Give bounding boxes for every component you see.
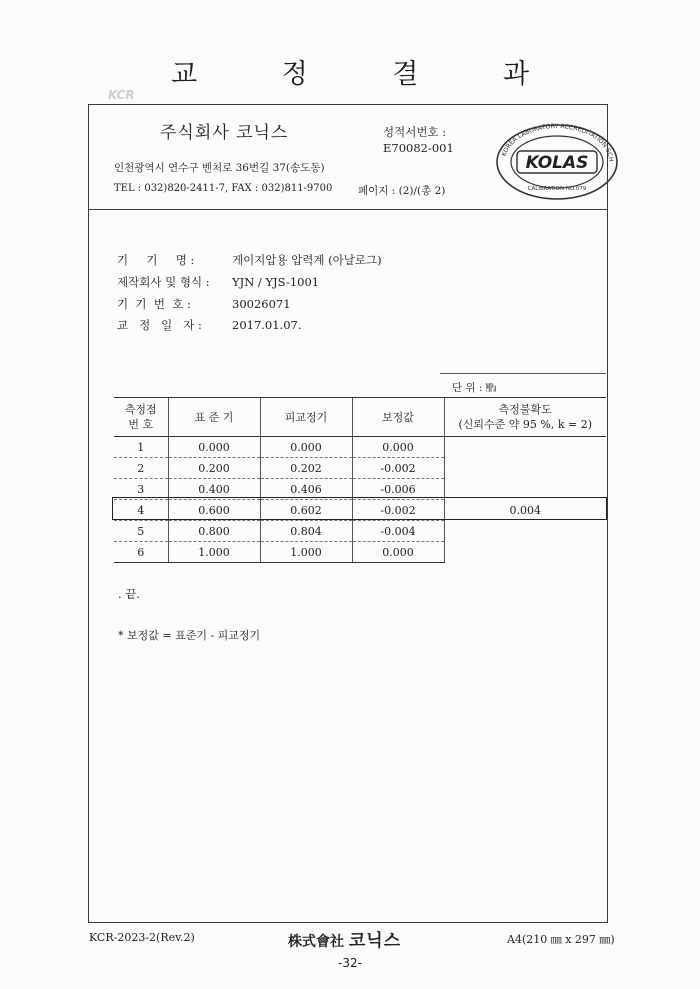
calibration-table [114, 397, 606, 563]
watermark: KCR [108, 88, 135, 102]
company-name: 주식회사 코닉스 [160, 123, 289, 143]
paper-size: A4(210 ㎜ x 297 ㎜) [507, 933, 615, 946]
footer-company-prefix: 株式會社 [288, 934, 344, 950]
cell-dut: 0.000 [260, 437, 352, 458]
cell-unc [444, 542, 606, 563]
info-value: 30026071 [232, 297, 291, 311]
page-title: 교 정 결 과 [170, 59, 568, 90]
cell-unc [444, 458, 606, 479]
kolas-text: KOLAS [525, 153, 589, 173]
cell-corr: -0.002 [352, 500, 444, 521]
header-device-under-test: 피교정기 [260, 398, 352, 437]
cell-corr: 0.000 [352, 542, 444, 563]
cell-no: 4 [114, 500, 168, 521]
cell-dut: 0.406 [260, 479, 352, 500]
info-calibration-date [117, 317, 302, 333]
formula-note: * 보정값 = 표준기 - 피교정기 [118, 629, 261, 642]
info-value: YJN / YJS-1001 [232, 275, 320, 289]
cell-dut: 0.804 [260, 521, 352, 542]
cell-corr: -0.002 [352, 458, 444, 479]
table-header-row [114, 398, 606, 437]
footer-company [288, 926, 401, 951]
unit-divider [440, 373, 606, 374]
page-indicator: 페이지 : (2)/(총 2) [358, 185, 446, 197]
table-row [114, 458, 606, 479]
cell-dut: 1.000 [260, 542, 352, 563]
cell-std: 0.800 [168, 521, 260, 542]
cell-std: 0.000 [168, 437, 260, 458]
footer-company-brand: 코닉스 [348, 931, 402, 951]
cell-no: 2 [114, 458, 168, 479]
unit-label: 단 위 : ㎫ [452, 382, 497, 394]
cell-no: 3 [114, 479, 168, 500]
cell-unc [444, 437, 606, 458]
cell-dut: 0.602 [260, 500, 352, 521]
company-address: 인천광역시 연수구 벤처로 36번길 37(송도동) [114, 162, 325, 174]
end-mark: . 끝. [118, 587, 141, 601]
cell-std: 1.000 [168, 542, 260, 563]
info-equipment-name [117, 252, 382, 268]
header-uncertainty: 측정불확도 (신뢰수준 약 95 %, k = 2) [444, 398, 606, 437]
table-row [114, 437, 606, 458]
cell-uncertainty-value: 0.004 [444, 500, 606, 521]
table-row [114, 521, 606, 542]
kolas-ring-text: KOREA LABORATORY ACCREDITATION SCH [500, 122, 615, 163]
info-value: 2017.01.07. [232, 318, 302, 332]
cell-dut: 0.202 [260, 458, 352, 479]
info-label: 기 기 명 : [117, 253, 195, 267]
company-phone: TEL : 032)820-2411-7, FAX : 032)811-9700 [114, 183, 333, 194]
info-label: 교 정 일 자 : [117, 318, 202, 332]
cell-no: 1 [114, 437, 168, 458]
cell-no: 6 [114, 542, 168, 563]
cell-corr: -0.006 [352, 479, 444, 500]
report-number-label: 성적서번호 : [383, 125, 447, 139]
cell-std: 0.200 [168, 458, 260, 479]
header-standard: 표 준 기 [168, 398, 260, 437]
header-divider [88, 209, 608, 210]
kolas-logo [493, 120, 621, 200]
cell-unc [444, 521, 606, 542]
cell-std: 0.600 [168, 500, 260, 521]
info-label: 기 기 번 호 : [117, 297, 191, 311]
report-number: E70082-001 [383, 141, 454, 155]
table-row [114, 542, 606, 563]
page-number: -32- [338, 956, 362, 970]
cell-no: 5 [114, 521, 168, 542]
cell-corr: 0.000 [352, 437, 444, 458]
highlight-box [112, 497, 607, 520]
kolas-cal-no: CALIBRATION NO.079 [527, 186, 587, 192]
header-correction: 보정값 [352, 398, 444, 437]
kolas-seal-icon [493, 120, 621, 200]
info-value: 게이지압용 압력계 (아날로그) [232, 253, 382, 267]
cell-corr: -0.004 [352, 521, 444, 542]
cell-std: 0.400 [168, 479, 260, 500]
form-number: KCR-2023-2(Rev.2) [89, 931, 195, 944]
info-label: 제작회사 및 형식 : [117, 275, 210, 289]
info-manufacturer-model [117, 274, 319, 290]
header-point-number: 측정점 번 호 [114, 398, 168, 437]
info-serial-number [117, 296, 291, 312]
